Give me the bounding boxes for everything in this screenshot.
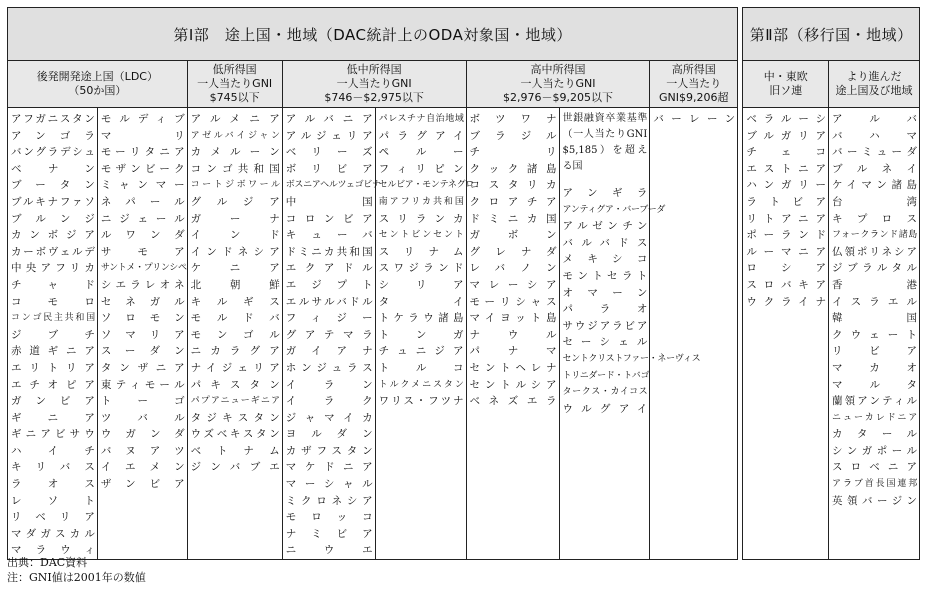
country-item: セントクリストファー・ネーヴィス xyxy=(562,353,701,364)
country-item: ナイジェリア xyxy=(190,361,280,374)
advanced-list xyxy=(832,111,917,509)
world-bank-threshold-note: 世銀融資卒業基準（一人当たりGNI $5,185）を超える国 xyxy=(562,113,648,172)
country-item: エリトリア xyxy=(11,361,95,374)
country-item: 台湾 xyxy=(832,195,917,208)
country-item: フォークランド諸島 xyxy=(832,230,917,241)
country-item: バルバドス xyxy=(562,236,648,249)
country-item: セネガル xyxy=(100,295,185,308)
lower-middle-list-a xyxy=(285,111,381,559)
country-item: インドネシア xyxy=(190,245,280,258)
source-note: 出典：DAC資料 xyxy=(7,556,88,569)
country-item: コートジボワール xyxy=(190,180,280,191)
country-item: アンゴラ xyxy=(11,129,95,142)
country-item: 英領バージン xyxy=(832,494,917,507)
country-item: ワリス・フツナ xyxy=(378,395,464,408)
country-item: スーダン xyxy=(100,345,185,358)
country-item: ケニア xyxy=(190,262,280,275)
country-item: ロシア xyxy=(746,262,827,275)
country-item: レバノン xyxy=(469,262,557,275)
country-item: パラオ xyxy=(562,303,648,316)
part1-header: 第Ⅰ部 途上国・地域（DAC統計上のODA対象国・地域） xyxy=(8,8,738,61)
country-item: ドミニカ国 xyxy=(469,212,557,225)
country-item: エジプト xyxy=(285,278,373,291)
cee-header-line2: 旧ソ連 xyxy=(769,84,803,97)
country-item: クック諸島 xyxy=(469,162,557,175)
country-item: グルジア xyxy=(190,195,280,208)
ldc-list-a xyxy=(11,111,95,559)
country-item: マダガスカル xyxy=(11,527,95,540)
country-item: 北朝鮮 xyxy=(190,278,280,291)
country-item: ガボン xyxy=(469,229,557,242)
country-item: ハイチ xyxy=(11,444,95,457)
country-item: フィリピン xyxy=(378,162,464,175)
country-item: 中国 xyxy=(285,195,373,208)
country-item: ジブラルタル xyxy=(832,262,917,275)
country-item: エクアドル xyxy=(285,262,373,275)
adv-header-line1: より進んだ xyxy=(846,70,902,83)
country-item: ポーランド xyxy=(746,229,827,242)
country-item: ウクライナ xyxy=(746,295,827,308)
footnotes xyxy=(7,555,146,585)
country-item: マラウィ xyxy=(11,544,95,557)
ldc-list-b xyxy=(101,111,185,493)
country-item: ジンバブエ xyxy=(190,461,280,474)
country-item: コンゴ共和国 xyxy=(190,162,280,175)
country-item: サントメ・プリンシペ xyxy=(100,263,187,274)
upper-middle-list-b xyxy=(562,185,701,417)
low-header-line1: 低所得国 xyxy=(212,63,257,76)
advanced-header xyxy=(829,61,920,108)
country-item: ネパール xyxy=(100,195,185,208)
country-item: レソト xyxy=(11,494,95,507)
cee-header-line1: 中・東欧 xyxy=(763,70,808,83)
country-item: ニューカレドニア xyxy=(832,412,917,423)
country-item: ナミビア xyxy=(285,527,373,540)
lower-middle-list-b xyxy=(378,111,475,410)
country-item: ジブチ xyxy=(11,328,95,341)
country-item: ウガンダ xyxy=(100,428,185,441)
country-item: バーミューダ xyxy=(832,146,917,159)
country-item: アルゼンチン xyxy=(562,220,648,233)
umid-header-line2: 一人当たりGNI xyxy=(520,77,596,90)
part2-header: 第Ⅱ部（移行国・地域） xyxy=(743,8,920,61)
country-item: ホンジュラス xyxy=(285,361,373,374)
country-item: エチオピア xyxy=(11,378,95,391)
country-item: パラグアイ xyxy=(378,129,464,142)
country-item: セーシェル xyxy=(562,336,648,349)
country-item: 中央アフリカ xyxy=(11,262,95,275)
adv-header-line2: 途上国及び地域 xyxy=(835,84,913,97)
cee-list xyxy=(746,111,826,310)
country-item: ウルグアイ xyxy=(562,402,648,415)
country-item: チリ xyxy=(469,146,557,159)
country-item: ギニアビサウ xyxy=(11,428,95,441)
country-item: タークス・カイコス xyxy=(562,387,648,398)
country-item: チュニジア xyxy=(378,345,464,358)
country-item: マカオ xyxy=(832,361,917,374)
country-item: セルビア・モンテネグロ xyxy=(378,180,475,191)
country-item: セントルシア xyxy=(469,378,557,391)
country-item: アルメニア xyxy=(190,113,280,125)
country-item: オマーン xyxy=(562,286,648,299)
country-item: イラク xyxy=(285,395,373,408)
country-item: アゼルバイジャン xyxy=(190,130,280,141)
country-item: ブルガリア xyxy=(746,129,827,142)
country-item: モルドバ xyxy=(190,312,280,325)
lower-middle-header xyxy=(282,61,466,108)
country-item: パレスチナ自治地域 xyxy=(378,114,464,124)
country-item: ボツワナ xyxy=(469,113,557,125)
country-item: ソロモン xyxy=(100,312,185,325)
country-item: モーリタニア xyxy=(100,146,185,159)
upper-middle-list-a xyxy=(470,111,557,410)
country-item: モザンビーク xyxy=(100,162,185,175)
country-item: カンボジア xyxy=(11,229,95,242)
lmid-header-line2: 一人当たりGNI xyxy=(336,77,412,90)
country-item: リトアニア xyxy=(746,212,827,225)
low-header-line3: $745以下 xyxy=(209,91,260,104)
country-item: キューバ xyxy=(285,229,373,242)
country-item: ニウエ xyxy=(285,544,373,557)
country-item: バヌアツ xyxy=(100,444,185,457)
country-item: メキシコ xyxy=(562,253,648,266)
lmid-header-line1: 低中所得国 xyxy=(346,63,402,76)
country-item: アンティグア・バーブーダ xyxy=(562,204,666,215)
country-item: 南アフリカ共和国 xyxy=(378,196,464,207)
country-item: ベトナム xyxy=(190,444,280,457)
country-item: ナウル xyxy=(469,328,557,341)
country-item: モーリシャス xyxy=(469,295,557,308)
country-item: キルギス xyxy=(190,295,280,308)
upper-middle-header xyxy=(466,61,650,108)
country-item: ドミニカ共和国 xyxy=(285,245,373,258)
country-item: アフガニスタン xyxy=(11,113,95,125)
country-item: トリニダード・トバゴ xyxy=(562,370,650,381)
umid-header-line1: 高中所得国 xyxy=(530,63,586,76)
country-item: フィジー xyxy=(285,312,373,325)
low-income-list xyxy=(191,111,280,476)
country-item: グレナダ xyxy=(469,245,557,258)
country-item: リベリア xyxy=(11,511,95,524)
country-item: チャド xyxy=(11,278,95,291)
country-item: ニカラグア xyxy=(190,345,280,358)
country-item: クウェート xyxy=(832,328,917,341)
country-item: ガーナ xyxy=(190,212,280,225)
country-item: インド xyxy=(190,229,280,242)
country-item: ベラルーシ xyxy=(746,113,827,125)
country-item: カメルーン xyxy=(190,146,280,159)
country-item: ソマリア xyxy=(100,328,185,341)
country-item: ペルー xyxy=(378,146,464,159)
country-item: サウジアラビア xyxy=(562,319,648,332)
country-item: セントビンセント xyxy=(378,230,464,241)
country-item: トルクメニスタン xyxy=(378,379,464,390)
country-item: 蘭領アンティル xyxy=(832,395,917,408)
country-item: マーシャル xyxy=(285,478,373,491)
country-item: キリバス xyxy=(11,461,95,474)
country-item: モロッコ xyxy=(285,511,373,524)
country-item: マルタ xyxy=(832,378,917,391)
country-item: シエラレオネ xyxy=(100,278,185,291)
country-item: アルバニア xyxy=(285,113,373,125)
country-item: モンゴル xyxy=(190,328,280,341)
high-header-line1: 高所得国 xyxy=(671,63,716,76)
lmid-header-line3: $746－$2,975以下 xyxy=(324,91,424,104)
country-item: ケイマン諸島 xyxy=(832,179,917,192)
country-item: シリア xyxy=(378,278,464,291)
country-item: グアテマラ xyxy=(285,328,373,341)
country-item: ラオス xyxy=(11,478,95,491)
country-item: トンガ xyxy=(378,328,464,341)
country-item: キプロス xyxy=(832,212,917,225)
country-item: スリナム xyxy=(378,245,464,258)
country-item: スリランカ xyxy=(378,212,464,225)
country-item: モントセラト xyxy=(562,269,648,282)
high-header-line2: 一人当たり xyxy=(666,77,722,90)
country-item: マケドニア xyxy=(285,461,373,474)
country-item: トーゴ xyxy=(100,395,185,408)
country-item: コンゴ民主共和国 xyxy=(11,313,95,324)
ldc-header-line2: （50か国） xyxy=(68,84,127,97)
country-item: バハマ xyxy=(832,129,917,142)
country-item: トルコ xyxy=(378,361,464,374)
country-item: カタール xyxy=(832,428,917,441)
country-item: セントヘレナ xyxy=(469,361,557,374)
country-item: ブータン xyxy=(11,179,95,192)
country-item: マイヨット島 xyxy=(469,312,557,325)
country-item: ジャマイカ xyxy=(285,411,373,424)
country-item: コスタリカ xyxy=(469,179,557,192)
country-item: スロベニア xyxy=(832,461,917,474)
country-item: スロバキア xyxy=(746,278,827,291)
country-item: カザフスタン xyxy=(285,444,373,457)
high-header-line3: GNI$9,206超 xyxy=(659,91,729,104)
high-income-list xyxy=(653,111,735,128)
country-item: ブラジル xyxy=(469,129,557,142)
country-item: ミャンマー xyxy=(100,179,185,192)
country-item: モルディブ xyxy=(100,113,185,125)
country-item: ボリビア xyxy=(285,162,373,175)
country-item: マリ xyxy=(100,129,185,142)
country-item: コモロ xyxy=(11,295,95,308)
country-item: 香港 xyxy=(832,278,917,291)
country-item: イエメン xyxy=(100,461,185,474)
country-item: タンザニア xyxy=(100,361,185,374)
country-item: ミクロネシア xyxy=(285,494,373,507)
low-header-line2: 一人当たりGNI xyxy=(197,77,273,90)
oda-country-table xyxy=(7,7,920,560)
country-item: ボスニアヘルツェゴビナ xyxy=(285,180,381,191)
country-item: サモア xyxy=(100,245,185,258)
country-item: ヨルダン xyxy=(285,428,373,441)
country-item: タジキスタン xyxy=(190,411,280,424)
country-item: アルジェリア xyxy=(285,129,373,142)
country-item: カーボヴェルデ xyxy=(11,245,95,258)
country-item: バングラデシュ xyxy=(11,146,95,159)
country-item: トケラウ諸島 xyxy=(378,312,464,325)
country-item: ザンビア xyxy=(100,478,185,491)
ldc-header-line1: 後発開発途上国（LDC） xyxy=(36,70,158,83)
country-item: コロンビア xyxy=(285,212,373,225)
country-item: クロアチア xyxy=(469,195,557,208)
country-item: ブルンジ xyxy=(11,212,95,225)
country-item: ベネズエラ xyxy=(469,395,557,408)
ldc-header xyxy=(8,61,188,108)
country-item: ブルネイ xyxy=(832,162,917,175)
country-item: ブルキナファソ xyxy=(11,195,95,208)
country-item: ハンガリー xyxy=(746,179,827,192)
country-item: アンギラ xyxy=(562,187,648,199)
country-item: イスラエル xyxy=(832,295,917,308)
country-item: パプアニューギニア xyxy=(190,396,280,407)
country-item: アルバ xyxy=(832,113,917,125)
gni-note: 注：GNI値は2001年の数値 xyxy=(7,571,146,584)
country-item: アラブ首長国連邦 xyxy=(832,479,917,490)
country-item: エルサルバドル xyxy=(285,295,373,308)
country-item: 東ティモール xyxy=(100,378,185,391)
umid-header-line3: $2,976－$9,205以下 xyxy=(502,91,613,104)
country-item: シンガポール xyxy=(832,444,917,457)
country-item: パキスタン xyxy=(190,378,280,391)
country-item: ルワンダ xyxy=(100,229,185,242)
country-item: イラン xyxy=(285,378,373,391)
country-item: チェコ xyxy=(746,146,827,159)
country-item: ルーマニア xyxy=(746,245,827,258)
country-item: 赤道ギニア xyxy=(11,345,95,358)
country-item: 韓国 xyxy=(832,312,917,325)
country-item: ウズベキスタン xyxy=(190,428,280,441)
country-item: リビア xyxy=(832,345,917,358)
country-item: タイ xyxy=(378,295,464,308)
country-item: ベリーズ xyxy=(285,146,373,159)
country-item: バーレーン xyxy=(653,113,736,125)
low-income-header xyxy=(187,61,282,108)
country-item: ラトビア xyxy=(746,195,827,208)
country-item: ギニア xyxy=(11,411,95,424)
country-item: ガンビア xyxy=(11,395,95,408)
country-item: 仏領ポリネシア xyxy=(832,245,917,258)
country-item: エストニア xyxy=(746,162,827,175)
country-item: ベナン xyxy=(11,162,95,175)
country-item: ガイアナ xyxy=(285,345,373,358)
country-item: マレーシア xyxy=(469,278,557,291)
country-item: ニジェール xyxy=(100,212,185,225)
country-item: パナマ xyxy=(469,345,557,358)
cee-header xyxy=(743,61,829,108)
high-income-header xyxy=(650,61,738,108)
country-item: スワジランド xyxy=(378,262,464,275)
country-item: ツバル xyxy=(100,411,185,424)
